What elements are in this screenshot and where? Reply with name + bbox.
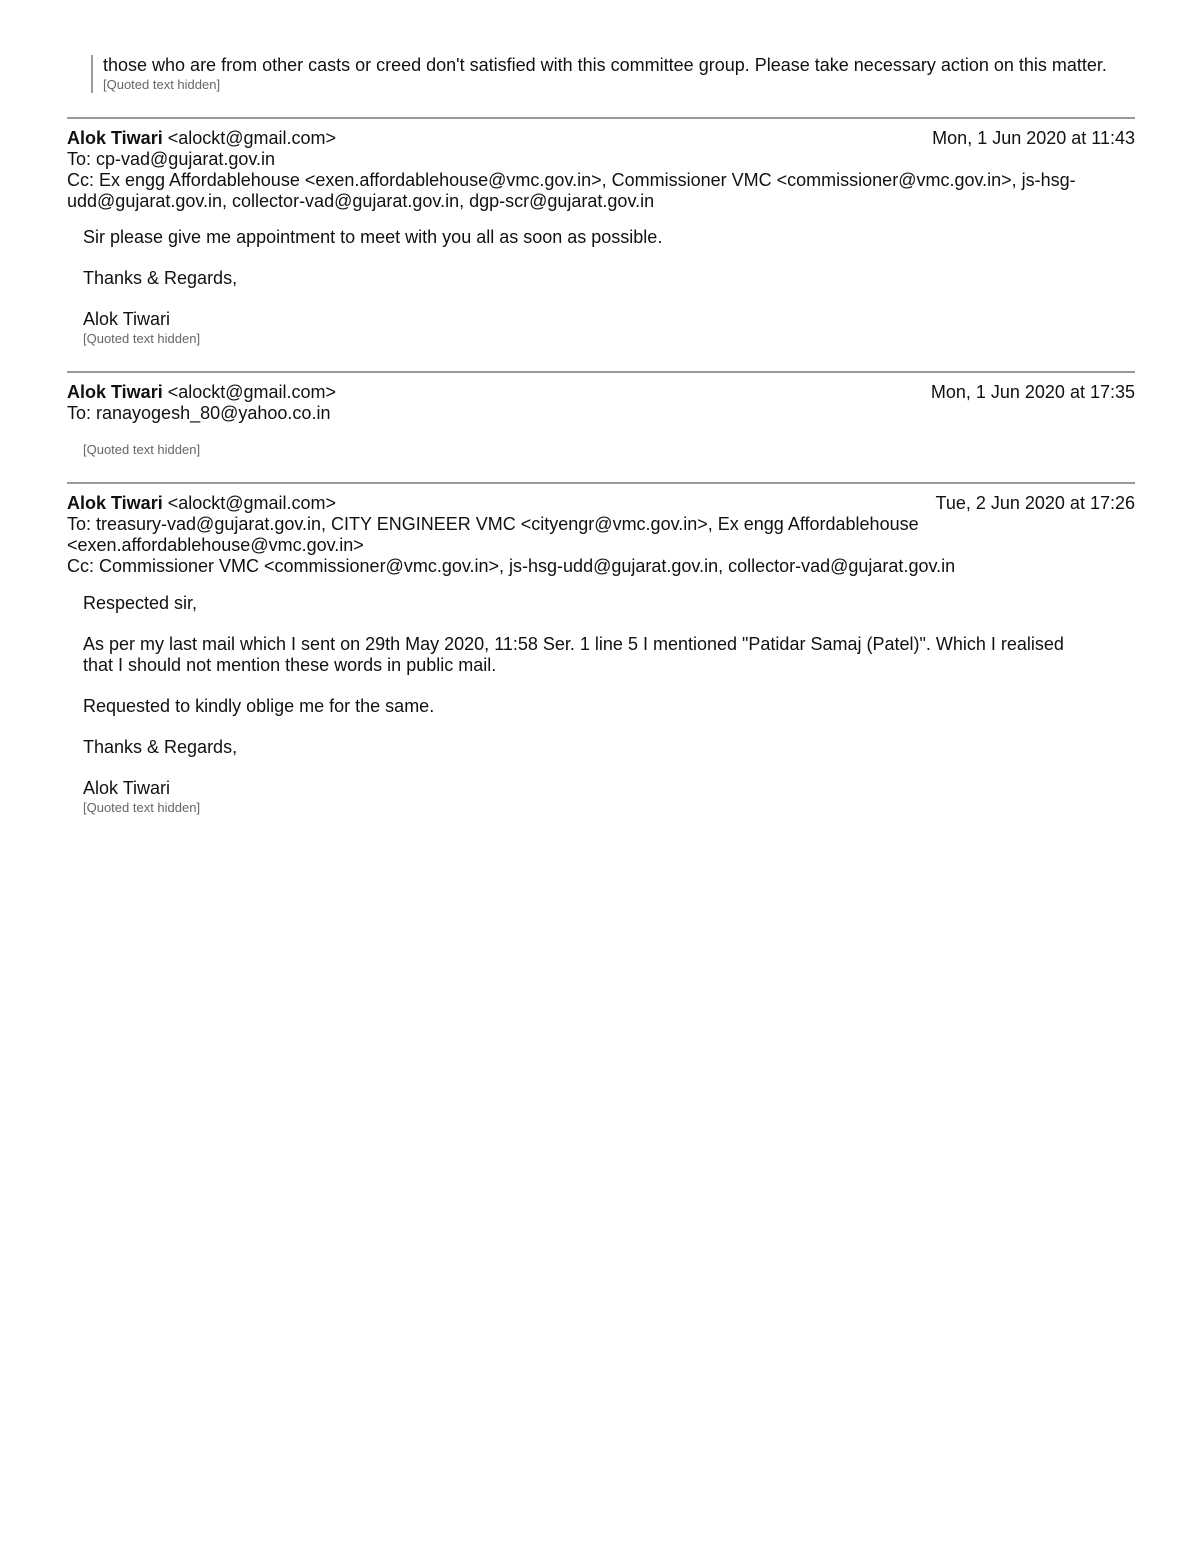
message-header bbox=[67, 493, 1135, 514]
message-body bbox=[67, 227, 1135, 347]
sender bbox=[67, 493, 336, 514]
sender-email[interactable]: <alockt@gmail.com> bbox=[167, 128, 337, 148]
message-date: Tue, 2 Jun 2020 at 17:26 bbox=[935, 493, 1135, 513]
message-3 bbox=[67, 493, 1135, 816]
quoted-text-block bbox=[91, 55, 1135, 93]
body-paragraph: Alok Tiwari bbox=[83, 309, 171, 329]
email-thread bbox=[67, 0, 1135, 816]
quoted-text: those who are from other casts or creed don't satisfied with this committee group. Please take necessary action on this matter. bbox=[103, 55, 1107, 75]
sender-email[interactable]: <alockt@gmail.com> bbox=[167, 382, 337, 402]
body-paragraph: Alok Tiwari bbox=[83, 778, 171, 798]
message-divider bbox=[67, 371, 1135, 373]
body-paragraph: Thanks & Regards, bbox=[83, 268, 238, 288]
message-header bbox=[67, 382, 1135, 403]
sender-email[interactable]: <alockt@gmail.com> bbox=[167, 493, 337, 513]
body-paragraph: Respected sir, bbox=[83, 593, 198, 613]
message-date: Mon, 1 Jun 2020 at 11:43 bbox=[932, 128, 1135, 148]
quoted-text-hidden-link[interactable]: [Quoted text hidden] bbox=[83, 442, 201, 457]
message-divider bbox=[67, 117, 1135, 119]
message-2 bbox=[67, 382, 1135, 458]
to-line: To: cp-vad@gujarat.gov.in bbox=[67, 149, 276, 169]
message-1 bbox=[67, 128, 1135, 347]
message-body bbox=[67, 593, 1135, 816]
body-paragraph: As per my last mail which I sent on 29th May 2020, 11:58 Ser. 1 line 5 I mentioned "Patidar Samaj (Patel)". Which I realised that I should not mention these words in public mail. bbox=[83, 634, 1064, 675]
message-divider bbox=[67, 482, 1135, 484]
body-paragraph: Sir please give me appointment to meet with you all as soon as possible. bbox=[83, 227, 663, 247]
sender-name: Alok Tiwari bbox=[67, 128, 163, 148]
quoted-text-hidden-link[interactable]: [Quoted text hidden] bbox=[83, 331, 201, 346]
cc-line: Cc: Commissioner VMC <commissioner@vmc.gov.in>, js-hsg-udd@gujarat.gov.in, collector-vad@gujarat.gov.in bbox=[67, 556, 956, 576]
message-body bbox=[67, 441, 1135, 458]
quoted-text-hidden-link[interactable]: [Quoted text hidden] bbox=[83, 800, 201, 815]
quoted-text-hidden-link[interactable]: [Quoted text hidden] bbox=[103, 77, 221, 92]
sender bbox=[67, 128, 336, 149]
body-paragraph: Thanks & Regards, bbox=[83, 737, 238, 757]
sender-name: Alok Tiwari bbox=[67, 493, 163, 513]
sender-name: Alok Tiwari bbox=[67, 382, 163, 402]
to-line: To: treasury-vad@gujarat.gov.in, CITY ENGINEER VMC <cityengr@vmc.gov.in>, Ex engg Affordablehouse <exen.affordablehouse@vmc.gov.in> bbox=[67, 514, 919, 555]
cc-line: Cc: Ex engg Affordablehouse <exen.affordablehouse@vmc.gov.in>, Commissioner VMC <commissioner@vmc.gov.in>, js-hsg-udd@gujarat.gov.in, collector-vad@gujarat.gov.in, dgp-scr@gujarat.gov.in bbox=[67, 170, 1076, 211]
message-date: Mon, 1 Jun 2020 at 17:35 bbox=[930, 382, 1135, 402]
sender bbox=[67, 382, 336, 403]
to-line: To: ranayogesh_80@yahoo.co.in bbox=[67, 403, 331, 423]
body-paragraph: Requested to kindly oblige me for the same. bbox=[83, 696, 435, 716]
message-header bbox=[67, 128, 1135, 149]
